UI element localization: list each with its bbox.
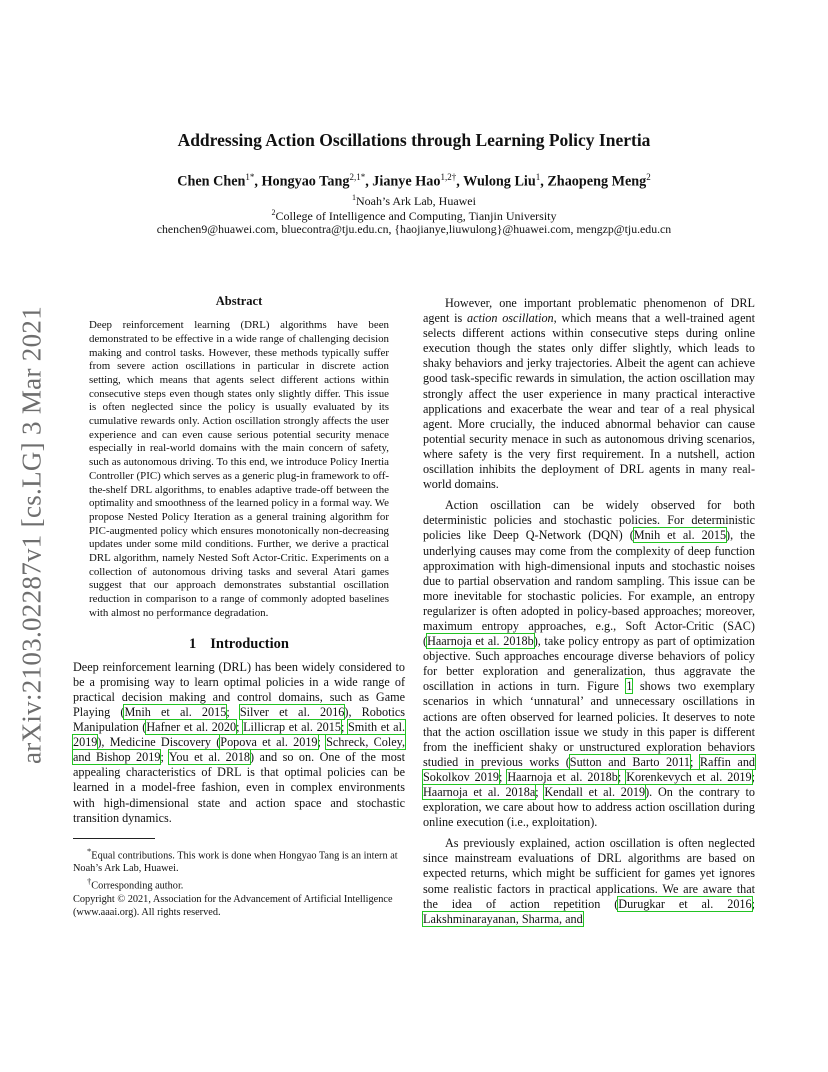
body-paragraph-action-oscillation: However, one important problematic phenomenon of DRL agent is action oscillation, which means that a well-trained agent selects different actions within consecutive steps during online execution though the states only differ slightly, which leads to shaky behaviors and jerky trajectories. Albeit the agent can achieve good task-specific rewards in simulation, the action oscillation may strongly affect the user experience in many practical interactive applications and exacerbate the wear and tear of a real physical agent. More crucially, the induced abnormal behavior can cause potential security menace in such as autonomous driving scenarios, where safety is the very first requirement. In a nutshell, action oscillation inhibits the deployment of DRL agents in many real-world domains. xyxy=(423,296,755,492)
author-affiliation-mark: 2,1* xyxy=(349,172,366,182)
section-title: Introduction xyxy=(210,635,289,652)
citation-link[interactable]: Haarnoja et al. 2018a xyxy=(423,785,536,799)
footnote-2-mark: † xyxy=(87,876,92,887)
body-paragraph-action-repetition: As previously explained, action oscillation is often neglected since mainstream evaluations of DRL algorithms are based on expected returns, which might be sufficient for games yet ignores some realistic factors in practical applications. We are aware that the idea of action repetition (Durugkar et al. 2016; Lakshminarayanan, Sharma, and xyxy=(423,836,755,926)
citation-link[interactable]: Raffin and Sokolkov 2019 xyxy=(423,754,756,784)
author-emails: chenchen9@huawei.com, bluecontra@tju.edu.cn, {haojianye,liuwulong}@huawei.com, mengzp@tju.edu.cn xyxy=(156,222,672,236)
citation-link[interactable]: 1 xyxy=(626,679,633,694)
emphasis: action oscillation xyxy=(467,311,554,326)
author-affiliation-mark: 1 xyxy=(535,172,541,182)
author-affiliation-mark: 2 xyxy=(646,172,651,182)
citation-link[interactable]: Korenkevych et al. 2019 xyxy=(626,769,752,784)
left-column xyxy=(73,294,405,919)
affiliation-2-text: College of Intelligence and Computing, Tianjin University xyxy=(275,209,557,223)
section-heading-introduction xyxy=(73,637,405,652)
footnote-1-mark: * xyxy=(87,845,92,856)
author-name: Hongyao Tang xyxy=(261,173,350,190)
arxiv-identifier: arXiv:2103.02287v1 [cs.LG] 3 Mar 2021 xyxy=(16,305,47,765)
affiliation-1-mark: 1 xyxy=(352,193,356,202)
footnote-1-text: Equal contributions. This work is done when Hongyao Tang is an intern at Noah’s Ark Lab, Huawei. xyxy=(73,850,398,875)
citation-link[interactable]: Durugkar et al. 2016 xyxy=(618,896,752,911)
abstract-heading: Abstract xyxy=(215,294,263,308)
citation-link[interactable]: Mnih et al. 2015 xyxy=(124,704,227,719)
citation-link[interactable]: Haarnoja et al. 2018b xyxy=(507,769,618,784)
copyright-notice: Copyright © 2021, Association for the Advancement of Artificial Intelligence (www.aaai.org). All rights reserved. xyxy=(73,893,393,918)
citation-link[interactable]: You et al. 2018 xyxy=(168,750,251,765)
author-name: Jianye Hao xyxy=(372,173,441,190)
citation-link[interactable]: Mnih et al. 2015 xyxy=(633,528,727,543)
footnote-rule xyxy=(73,838,155,839)
footnote-corresponding-author xyxy=(73,875,405,892)
footnote-equal-contribution xyxy=(73,845,405,875)
author-name: Wulong Liu xyxy=(463,173,536,190)
author-name: Zhaopeng Meng xyxy=(547,173,647,190)
section-number: 1 xyxy=(189,635,197,652)
citation-link[interactable]: Schreck, Coley, and Bishop 2019 xyxy=(73,735,406,765)
intro-paragraph-1: Deep reinforcement learning (DRL) has been widely considered to be a promising way to learn optimal policies in a wide range of practical decision making and control domains, such as Game Playing (Mnih et al. 2015; Silver et al. 2016), Robotics Manipulation (Hafner et al. 2020; Lillicrap et al. 2015; Smith et al. 2019), Medicine Discovery (Popova et al. 2019; Schreck, Coley, and Bishop 2019; You et al. 2018) and so on. One of the most appealing characteristics of DRL is that optimal policies can be learned in a model-free fashion, even in complex environments with high-dimensional state and action space and stochastic transition dynamics. xyxy=(73,659,406,825)
citation-link[interactable]: Lillicrap et al. 2015 xyxy=(243,720,341,735)
paper-title: Addressing Action Oscillations through Learning Policy Inertia xyxy=(177,130,651,150)
author-affiliation-mark: 1,2† xyxy=(440,172,457,182)
abstract-text: Deep reinforcement learning (DRL) algorithms have been demonstrated to be effective in a wide range of challenging decision making and control tasks. However, these methods typically suffer from severe action oscillations in particular in discrete action setting, which means that agents select different actions within consecutive steps even though states only slightly differ. This issue is often neglected since the policy is usually evaluated by its cumulative rewards only. Action oscillation strongly affects the user experience and can even cause serious potential security menace especially in real-world domains with the main concern of safety, such as autonomous driving. To this end, we introduce Policy Inertia Controller (PIC) which serves as a generic plug-in framework to off-the-shelf DRL algorithms, to enables adaptive trade-off between the optimality and smoothness of the learned policy in a formal way. We propose Nested Policy Iteration as a general training algorithm for PIC-augmented policy which ensures monotonically non-decreasing updates under some mild conditions. Further, we derive a practical DRL algorithm, namely Nested Soft Actor-Critic. Experiments on a collection of autonomous driving tasks and several Atari games suggest that our approach demonstrates substantial oscillation reduction in comparison to a range of commonly adopted baselines with almost no performance degradation. xyxy=(89,319,389,619)
affiliation-2-mark: 2 xyxy=(271,208,276,217)
citation-link[interactable]: Popova et al. 2019 xyxy=(220,735,318,750)
citation-link[interactable]: Hafner et al. 2020 xyxy=(146,720,237,735)
citation-link[interactable]: Lakshminarayanan, Sharma, and xyxy=(423,911,583,926)
citation-link[interactable]: Haarnoja et al. 2018b xyxy=(427,634,534,649)
citation-link[interactable]: Silver et al. 2016 xyxy=(239,704,345,719)
affiliation-1 xyxy=(0,193,828,209)
right-column xyxy=(423,296,755,927)
body-paragraph-deterministic-stochastic: Action oscillation can be widely observed for both deterministic policies and stochastic policies. For deterministic policies like Deep Q-Network (DQN) (Mnih et al. 2015), the underlying causes may come from the complexity of deep function approximation with high-dimensional inputs and stochastic noises due to partial observation and random sampling. This issue can be more inevitable for stochastic policies. For example, an entropy regularizer is often adopted in policy-based approaches; moreover, maximum entropy approaches, e.g., Soft Actor-Critic (SAC) (Haarnoja et al. 2018b), take policy entropy as part of optimization objective. Such approaches encourage diverse behaviors of policy for better exploration and generalization, thus aggravate the oscillation in actions in turn. Figure 1 shows two exemplary scenarios in which ‘unnatural’ and unnecessary oscillations in actions are often observed for learned policies. It deserves to note that the action oscillation issue we study in this paper is different from the inefficient shaky or unstructured exploration behaviors studied in previous works (Sutton and Barto 2011; Raffin and Sokolkov 2019; Haarnoja et al. 2018b; Korenkevych et al. 2019; Haarnoja et al. 2018a; Kendall et al. 2019). On the contrary to exploration, we care about how to address action oscillation during online execution (i.e., exploitation). xyxy=(423,498,756,830)
affiliation-1-text: Noah’s Ark Lab, Huawei xyxy=(356,194,476,208)
footnote-2-text: Corresponding author. xyxy=(91,880,184,892)
citation-link[interactable]: Smith et al. 2019 xyxy=(73,720,405,750)
author-affiliation-mark: 1* xyxy=(245,172,255,182)
citation-link[interactable]: Kendall et al. 2019 xyxy=(544,785,646,799)
author-list: Chen Chen$^{1*}$, Hongyao Tang$^{2,1*}$, Jianye Hao$^{1,2\dagger}$, Wulong Liu$^1$, Zhaopeng Meng$^2$ xyxy=(177,172,651,190)
arxiv-identifier-sidebar xyxy=(8,300,56,770)
citation-link[interactable]: Sutton and Barto 2011 xyxy=(569,754,690,769)
author-name: Chen Chen xyxy=(177,173,246,190)
